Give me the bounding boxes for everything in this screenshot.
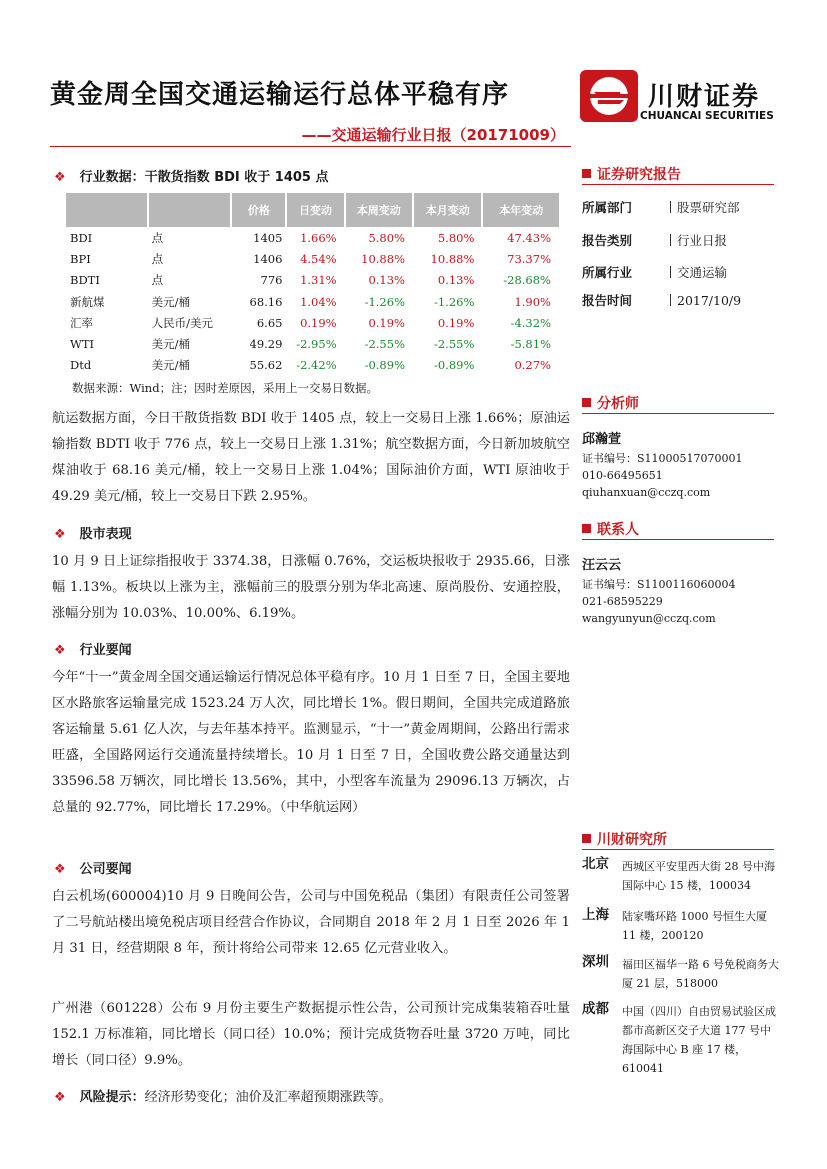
separator-bar [670,266,671,278]
table-header: 本周变动 [345,193,413,227]
table-cell-day: -2.95% [296,337,337,352]
table-cell-day: -2.42% [296,358,337,373]
table-cell-unit: 人民币/美元 [151,315,214,330]
table-cell-month: 10.88% [430,251,475,266]
table-cell-month: 0.13% [437,273,475,288]
analyst-phone: 010-66495651 [582,469,663,482]
diamond-bullet-icon: ❖ [54,1090,66,1105]
analyst-name: 邱瀚萱 [582,432,622,447]
sidebar-divider [582,539,774,540]
company-name-en: CHUANCAI SECURITIES [640,110,774,122]
company-name-cn: 川财证券 [648,82,761,112]
table-cell-price: 68.16 [249,294,283,309]
sidebar-head-label: 分析师 [597,396,639,412]
square-bullet-icon [582,834,591,843]
paragraph-shipping: 航运数据方面，今日干散货指数 BDI 收于 1405 点，较上一交易日上涨 1.66%；原油运输指数 BDTI 收于 776 点，较上一交易日上涨 1.31%；航空数据方面，今日新加坡航空煤油收于 68.16 美元/桶，较上一交易日上涨 1.04%；国际油价方面，WTI 原油收于 49.29 美元/桶，较上一交易日下跌 2.95%。 [52,411,570,504]
info-key: 所属部门 [582,200,633,215]
section-label: 股市表现 [79,527,132,542]
sidebar-contact-head [582,519,639,539]
table-cell-month: -2.55% [433,337,475,352]
table-cell-day: 1.04% [300,294,337,309]
section-label: 公司要闻 [79,862,132,877]
sidebar-divider [582,413,774,414]
info-row-department [582,198,740,216]
table-cell-year: -4.32% [510,315,551,330]
office-city-chengdu: 成都 [582,1001,609,1017]
table-cell-year: -5.81% [510,337,551,352]
section-news [54,639,132,658]
info-row-date [582,291,741,309]
info-value: 股票研究部 [677,200,740,215]
section-risk [54,1086,392,1105]
header-divider [50,146,571,147]
table-header: 本年变动 [482,193,559,227]
analyst-cert: 证书编号：S1100051707000​1 [582,452,743,465]
section-label: 行业要闻 [79,643,132,658]
diamond-bullet-icon: ❖ [54,643,66,658]
diamond-bullet-icon: ❖ [54,170,66,185]
table-header [148,193,232,227]
contact-phone: 021-68595229 [582,595,663,608]
report-subtitle: ——交通运输行业日报（20171009） [301,126,565,144]
table-cell-unit: 点 [151,273,164,288]
table-cell-unit: 美元/桶 [151,294,191,309]
sidebar-head-label: 川财研究所 [597,832,667,848]
table-row [66,291,559,312]
square-bullet-icon [582,169,591,178]
table-cell-year: -28.68% [503,273,551,288]
analyst-email[interactable]: qiuhanxuan@cczq.com [582,486,711,499]
diamond-bullet-icon: ❖ [54,862,66,877]
separator-bar [670,294,671,306]
table-cell-week: 10.88% [361,251,405,266]
contact-card [582,556,736,627]
table-cell-name: Dtd [70,358,92,373]
table-cell-week: -2.55% [364,337,405,352]
sidebar-head-label: 证券研究报告 [597,167,681,183]
separator-bar [670,201,671,213]
table-cell-week: 0.19% [368,315,405,330]
paragraph-company-2: 广州港（601228）公布 9 月份主要生产数据提示性公告，公司预计完成集装箱吞吐量 152.1 万标准箱，同比增长（同口径）10.0%；预计完成货物吞吐量 3720 万吨，同比增长（同口径）9.9%。 [52,1001,570,1068]
table-cell-day: 0.19% [300,315,337,330]
sidebar-head-label: 联系人 [597,522,639,538]
table-cell-name: 汇率 [70,315,93,330]
data-source-note: 数据来源：Wind；注；因时差原因，采用上一交易日数据。 [72,381,379,395]
office-address-shanghai: 陆家嘴环路 1000 号恒生大厦 11 楼，200120 [622,910,767,942]
table-cell-week: 0.13% [368,273,405,288]
table-cell-unit: 美元/桶 [151,337,191,352]
table-cell-month: -1.26% [433,294,475,309]
table-cell-name: BDI [70,230,93,245]
section-stock [54,523,132,542]
table-cell-unit: 点 [151,251,164,266]
table-cell-name: BPI [70,251,91,266]
square-bullet-icon [582,524,591,533]
table-cell-price: 55.62 [249,358,283,373]
office-address-beijing: 西城区平安里西大街 28 号中海国际中心 15 楼，100034 [622,860,775,892]
paragraph-news: 今年“十一”黄金周全国交通运输运行情况总体平稳有序。10 月 1 日至 7 日，全国主要地区水路旅客运输量完成 1523.24 万人次，同比增长 1%。假日期间，全国共完成道路旅客运输量 5.61 亿人次，与去年基本持平。监测显示，“十一”黄金周期间，公路出行需求旺盛，全国路网运行交通流量持续增长。10 月 1 日至 7 日，全国收费公路交通量达到 33596.58 万辆次，同比增长 13.56%，其中，小型客车流量为 29096.13 万辆次，占总量的 92.77%，同比增长 17.29%。（中华航运网） [52,670,570,815]
section-label: 行业数据： [79,170,145,185]
table-cell-month: 5.80% [437,230,475,245]
office-city-shenzhen: 深圳 [582,954,609,970]
table-cell-month: -0.89% [433,358,475,373]
table-row [66,355,559,376]
contact-cert: 证书编号：S1100116060004 [582,578,736,591]
table-header: 日变动 [286,193,344,227]
contact-name: 汪云云 [582,558,622,573]
square-bullet-icon [582,398,591,407]
info-value: 2017/10/9 [677,293,742,308]
office-address-shenzhen: 福田区福华一路 6 号免税商务大厦 21 层，518000 [622,958,779,990]
table-cell-price: 6.65 [256,315,283,330]
table-cell-unit: 点 [151,230,164,245]
table-cell-day: 1.31% [300,273,337,288]
section-label: 风险提示： [79,1090,145,1105]
info-key: 报告类别 [582,233,633,248]
table-cell-name: WTI [70,337,95,352]
table-header-row [66,193,559,227]
risk-text: 经济形势变化；油价及汇率超预期涨跌等。 [144,1090,392,1105]
table-cell-name: BDTI [70,273,100,288]
info-key: 所属行业 [582,265,633,280]
office-address-chengdu: 中国（四川）自由贸易试验区成都市高新区交子大道 177 号中海国际中心 B 座 17 楼，610041 [622,1005,776,1075]
office-city-shanghai: 上海 [582,907,609,923]
table-cell-price: 776 [260,273,283,288]
sidebar-analyst-head [582,393,639,413]
info-value: 行业日报 [677,233,728,248]
table-cell-week: -1.26% [364,294,405,309]
table-row [66,270,559,291]
analyst-card [582,430,743,501]
sidebar-divider [582,184,774,185]
table-cell-week: -0.89% [364,358,405,373]
table-header: 本月变动 [413,193,482,227]
table-cell-price: 1406 [253,251,283,266]
table-cell-year: 47.43% [507,230,551,245]
table-header [66,193,148,227]
table-cell-name: 新航煤 [70,294,105,309]
paragraph-stock: 10 月 9 日上证综指报收于 3374.38，日涨幅 0.76%，交运板块报收于 2935.66，日涨幅 1.13%。板块以上涨为主，涨幅前三的股票分别为华北高速、原尚股份、安通控股，涨幅分别为 10.03%、10.00%、6.19%。 [52,554,570,621]
table-cell-day: 1.66% [300,230,337,245]
sidebar-report-head [582,164,681,184]
table-row [66,312,559,333]
table-cell-year: 0.27% [514,358,551,373]
contact-email[interactable]: wangyunyun@cczq.com [582,612,716,625]
table-cell-week: 5.80% [368,230,405,245]
table-cell-day: 4.54% [300,251,337,266]
sidebar-divider [582,849,774,850]
table-cell-month: 0.19% [437,315,475,330]
diamond-bullet-icon: ❖ [54,527,66,542]
table-cell-year: 73.37% [507,251,551,266]
table-cell-price: 49.29 [249,337,283,352]
table-cell-price: 1405 [253,230,283,245]
separator-bar [670,234,671,246]
table-header: 价格 [231,193,286,227]
table-row [66,248,559,269]
section-company [54,858,132,877]
office-city-beijing: 北京 [582,856,609,872]
info-key: 报告时间 [582,293,633,308]
info-row-category [582,231,727,249]
table-cell-unit: 美元/桶 [151,358,191,373]
table-cell-year: 1.90% [514,294,551,309]
paragraph-company-1: 白云机场(600004)10 月 9 日晚间公告，公司与中国免税品（集团）有限责任公司签署了二号航站楼出境免税店项目经营合作协议，合同期自 2018 年 2 月 1 日至 2026 年 1 月 31 日，经营期限 8 年，预计将给公司带来 12.65 亿元营业收入。 [52,889,570,956]
market-data-table [66,193,559,376]
sidebar-institute-head [582,829,667,849]
company-logo-icon [580,70,638,122]
section-industry-data [54,166,329,185]
info-row-industry [582,263,727,281]
table-row [66,333,559,354]
report-title: 黄金周全国交通运输运行总体平稳有序 [50,80,510,110]
info-value: 交通运输 [677,265,728,280]
table-row [66,227,559,248]
section-text: 干散货指数 BDI 收于 1405 点 [144,170,329,185]
